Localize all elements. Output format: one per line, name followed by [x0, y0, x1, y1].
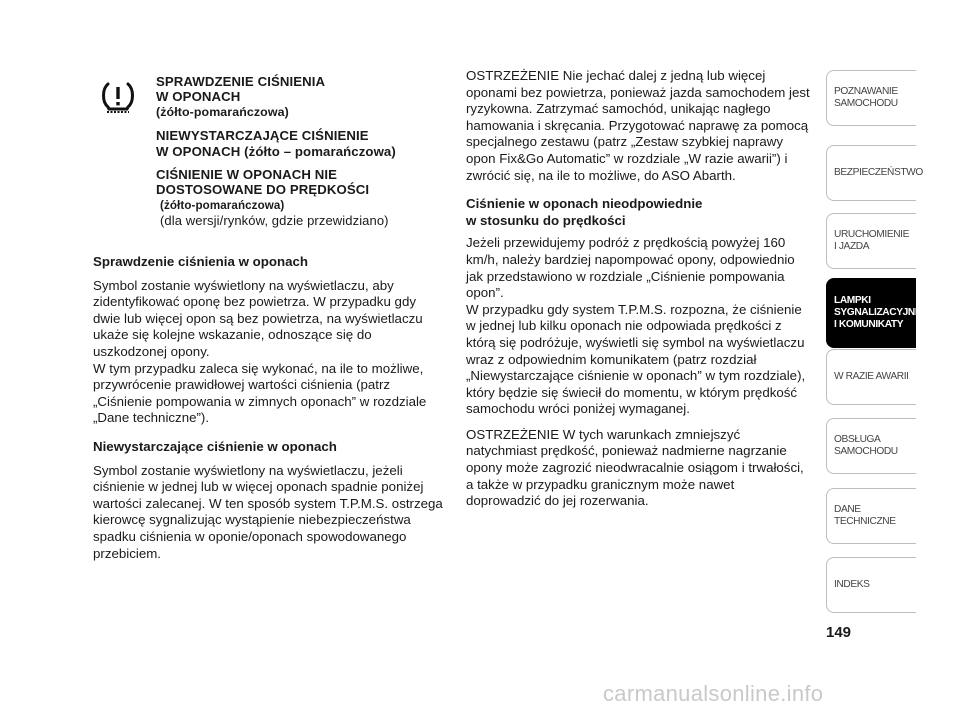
section-title-line1: Ciśnienie w oponach nieodpowiednie — [466, 196, 703, 212]
tab-lampki-sygnalizacyjne[interactable]: LAMPKI SYGNALIZACYJNE I KOMUNIKATY — [826, 278, 916, 348]
tab-indeks[interactable]: INDEKS — [826, 557, 916, 613]
warning-light-headings — [156, 74, 446, 229]
tab-poznawanie-samochodu[interactable]: POZNAWANIE SAMOCHODU — [826, 70, 916, 126]
heading1-line2: W OPONACH — [156, 89, 241, 105]
heading2-line1: NIEWYSTARCZAJĄCE CIŚNIENIE — [156, 128, 369, 144]
page-number: 149 — [826, 624, 852, 641]
tab-uruchomienie-i-jazda[interactable]: URUCHOMIENIE I JAZDA — [826, 213, 916, 269]
tab-w-razie-awarii[interactable]: W RAZIE AWARII — [826, 349, 916, 405]
tire-pressure-warning-icon — [100, 80, 136, 114]
paragraph: Jeżeli przewidujemy podróż z prędkością powyżej 160 km/h, należy bardziej napompować opony, odpowiednio jak przedstawiono w rozdziale „Ciśnienie pompowania opon”. — [466, 235, 795, 301]
heading1-line1: SPRAWDZENIE CIŚNIENIA — [156, 74, 326, 89]
heading3-sub: (żółto-pomarańczowa) — [160, 198, 285, 212]
heading3-line1: CIŚNIENIE W OPONACH NIE — [156, 167, 338, 183]
left-column — [93, 254, 443, 571]
section-title-low-pressure: Niewystarczające ciśnienie w oponach — [93, 438, 337, 454]
paragraph: W tym przypadku zaleca się wykonać, na ile to możliwe, przywrócenie prawidłowej wartości ciśnienia (patrz „Ciśnienie pompowania w zimnych oponach” w rozdziale „Dane techniczne”). — [93, 360, 427, 426]
heading1-sub: (żółto-pomarańczowa) — [156, 104, 289, 119]
heading3-note: (dla wersji/rynków, gdzie przewidziano) — [160, 213, 389, 229]
chapter-tabs — [826, 70, 923, 618]
watermark: carmanualsonline.info — [603, 681, 824, 706]
section-title-pressure-check: Sprawdzenie ciśnienia w oponach — [93, 254, 309, 269]
heading2-line2: W OPONACH (żółto – pomarańczowa) — [156, 143, 396, 159]
tab-obsluga-samochodu[interactable]: OBSŁUGA SAMOCHODU — [826, 418, 916, 474]
paragraph: W przypadku gdy system T.P.M.S. rozpozna, że ciśnienie w jednej lub kilku oponach nie odpowiada prędkości z którą się podróżuje, wyświetli się symbol na wyświetlaczu wraz z odpowiednim komunikatem (patrz rozdział „Niewystarczające ciśnienie w oponach” w tym rozdziale), który będzie się świecił do momentu, w którym prędkość samochodu wróci poniżej wymaganej. — [466, 301, 806, 417]
warning-paragraph: OSTRZEŻENIE Nie jechać dalej z jedną lub więcej oponami bez powietrza, ponieważ jazda samochodem jest ryzykowna. Zatrzymać samochód, unikając nagłego hamowania i skręcania. Przygotować naprawę za pomocą specjalnego zestawu (patrz „Zestaw szybkiej naprawy opon Fix&Go Automatic” w rozdziale „W razie awarii”) i zwrócić się, na ile to możliwe, do ASO Abarth. — [466, 68, 810, 183]
section-title-speed-pressure — [466, 196, 811, 229]
tab-dane-techniczne[interactable]: DANE TECHNICZNE — [826, 488, 916, 544]
warning-paragraph: OSTRZEŻENIE W tych warunkach zmniejszyć natychmiast prędkość, ponieważ nadmierne nagrzanie opony może zagrozić nieodwracalnie osiągom i trwałości, a także w przypadku granicznym może nawet doprowadzić do jej rozerwania. — [466, 426, 804, 509]
right-column — [466, 68, 811, 519]
heading3-line2: DOSTOSOWANE DO PRĘDKOŚCI — [156, 182, 370, 198]
paragraph: Symbol zostanie wyświetlony na wyświetlaczu, aby zidentyfikować oponę bez powietrza. W przypadku gdy dwie lub więcej opon są bez powietrza, na wyświetlaczu ukaże się kolejne wskazanie, odnoszące się do uszkodzonej opony. — [93, 277, 423, 359]
section-title-line2: w stosunku do prędkości — [466, 212, 626, 228]
tab-bezpieczenstwo[interactable]: BEZPIECZEŃSTWO — [826, 145, 916, 201]
paragraph: Symbol zostanie wyświetlony na wyświetlaczu, jeżeli ciśnienie w jednej lub w więcej oponach spadnie poniżej wartości zalecanej. W ten sposób system T.P.M.S. ostrzega kierowcę sygnalizując wystąpienie niebezpieczeństwa spadku ciśnienia w oponie/oponach spowodowanego przebiciem. — [93, 462, 443, 561]
